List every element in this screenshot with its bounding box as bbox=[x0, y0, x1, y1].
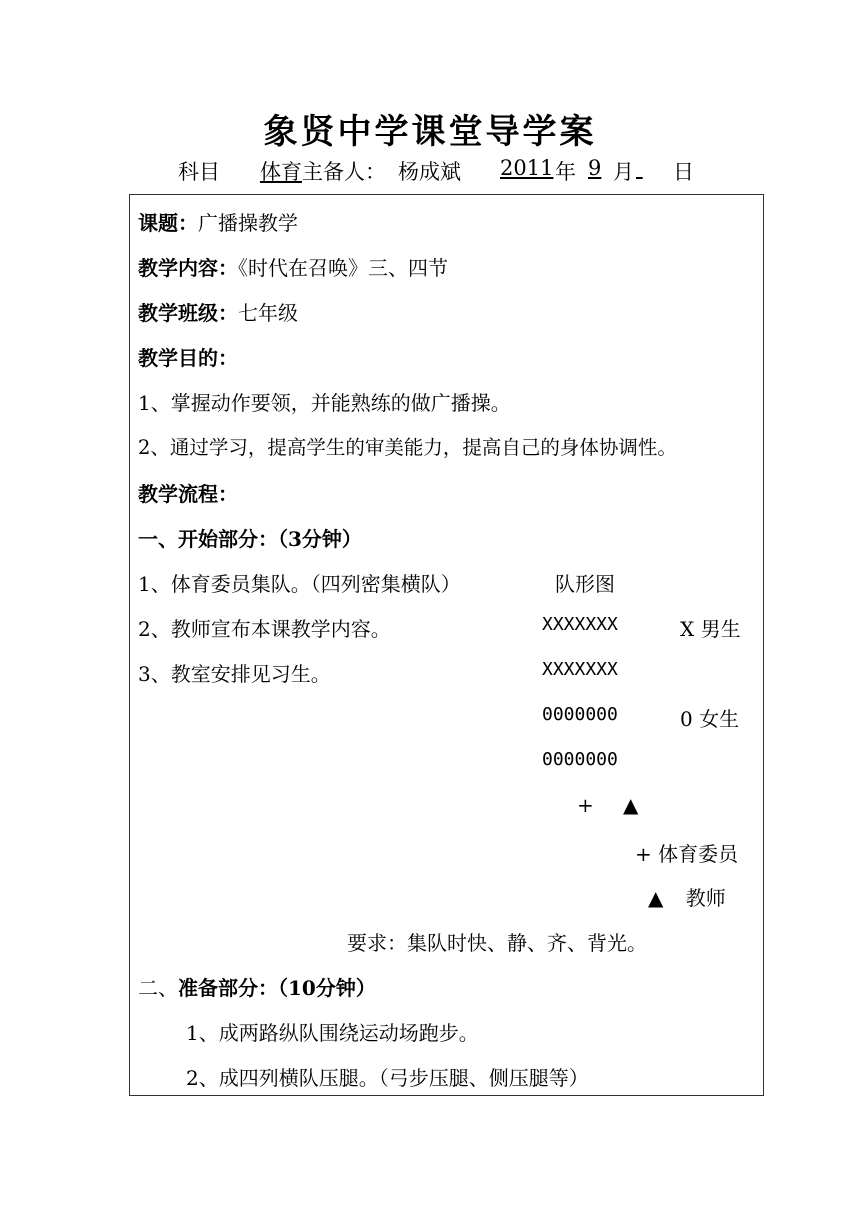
teacher-marker-icon: ▲ bbox=[623, 793, 639, 817]
day-unit: 日 bbox=[673, 160, 694, 184]
preparer-label: 主备人： bbox=[302, 160, 386, 184]
year-value: 2011 bbox=[500, 156, 554, 180]
part2-heading-prefix: 二、 bbox=[138, 976, 178, 1000]
legend-teacher bbox=[648, 882, 726, 911]
formation-requirement: 要求：集队时快、静、齐、背光。 bbox=[347, 931, 647, 955]
class-value: 七年级 bbox=[238, 301, 298, 325]
part2-heading-rest: 准备部分：（10分钟） bbox=[178, 976, 376, 1000]
formation-row-girls: 0000000 bbox=[542, 749, 618, 770]
part1-heading: 一、开始部分：（3分钟） bbox=[138, 527, 362, 551]
teacher-legend-icon: ▲ bbox=[648, 886, 664, 910]
legend-teacher-text: 教师 bbox=[685, 886, 726, 910]
part1-step: 1、体育委员集队。（四列密集横队） bbox=[138, 572, 461, 596]
formation-row-girls: 0000000 bbox=[542, 704, 618, 725]
monitor-marker: + bbox=[577, 793, 594, 817]
part1-step: 3、教室安排见习生。 bbox=[138, 662, 331, 686]
legend-monitor: + 体育委员 bbox=[635, 842, 739, 866]
content-frame bbox=[129, 194, 764, 1096]
process-label: 教学流程： bbox=[138, 482, 238, 506]
part2-step: 2、成四列横队压腿。（弓步压腿、侧压腿等） bbox=[186, 1066, 589, 1090]
month-value: 9 bbox=[588, 156, 602, 180]
formation-row-boys: XXXXXXX bbox=[542, 659, 618, 680]
goal-label: 教学目的： bbox=[138, 346, 238, 370]
topic-value: 广播操教学 bbox=[198, 211, 298, 235]
content-row bbox=[138, 252, 448, 281]
subject-value: 体育 bbox=[260, 160, 302, 184]
formation-title: 队形图 bbox=[555, 572, 615, 596]
topic-label: 课题： bbox=[138, 211, 198, 235]
formation-row-boys: XXXXXXX bbox=[542, 614, 618, 635]
topic-row bbox=[138, 207, 298, 236]
goal-item: 2、通过学习，提高学生的审美能力，提高自己的身体协调性。 bbox=[138, 436, 677, 459]
document-title: 象贤中学课堂导学案 bbox=[263, 112, 597, 152]
part2-step: 1、成两路纵队围绕运动场跑步。 bbox=[186, 1021, 479, 1045]
year-unit: 年 bbox=[555, 160, 576, 184]
content-label: 教学内容： bbox=[138, 256, 238, 280]
class-row bbox=[138, 297, 298, 326]
part2-heading bbox=[138, 972, 376, 1001]
month-unit: 月 bbox=[613, 160, 634, 184]
preparer-name: 杨成斌 bbox=[398, 160, 461, 184]
part1-step: 2、教师宣布本课教学内容。 bbox=[138, 617, 391, 641]
day-blank bbox=[636, 156, 672, 180]
content-value: 《时代在召唤》三、四节 bbox=[238, 256, 448, 280]
legend-girl: 0 女生 bbox=[680, 707, 740, 731]
subject-label: 科目 bbox=[178, 160, 220, 184]
legend-boy: X 男生 bbox=[680, 617, 741, 641]
class-label: 教学班级： bbox=[138, 301, 238, 325]
goal-item: 1、掌握动作要领，并能熟练的做广播操。 bbox=[138, 391, 511, 415]
